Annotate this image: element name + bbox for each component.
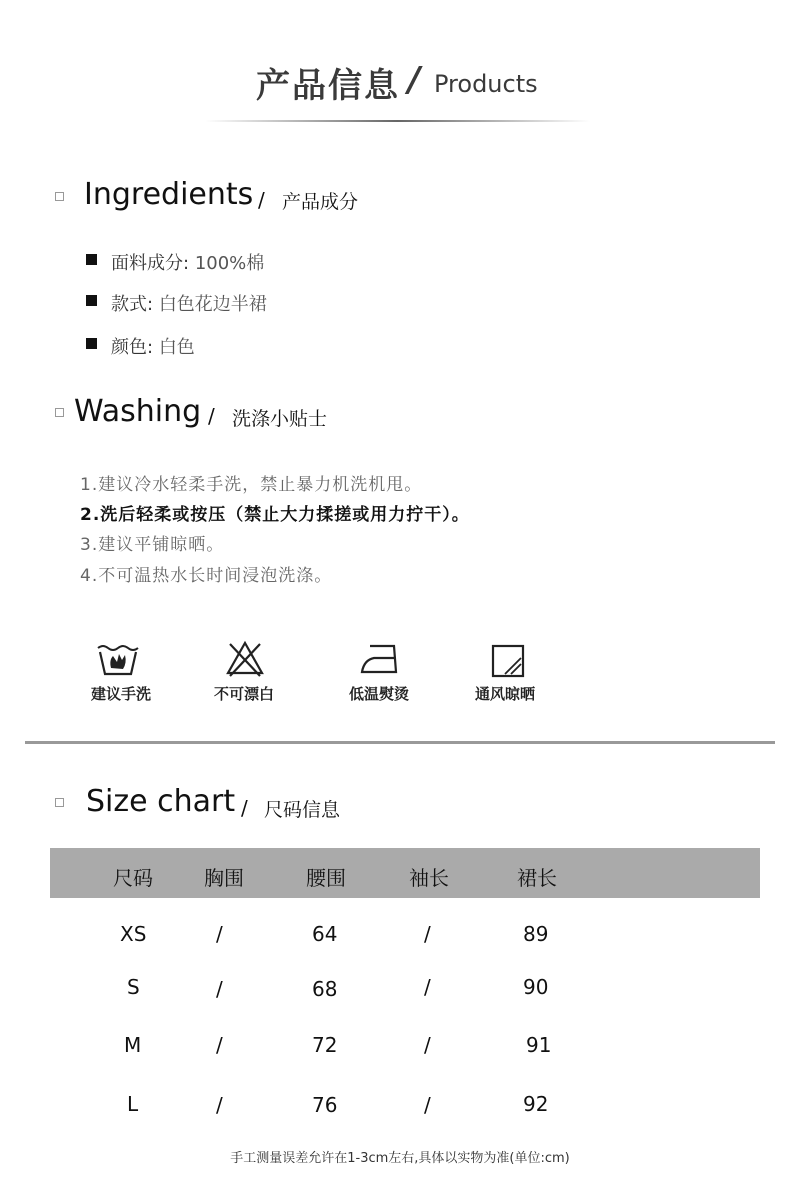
table-cell: 64: [312, 922, 338, 946]
ingredient-item: [111, 249, 264, 275]
washing-separator: /: [208, 404, 215, 428]
table-cell: 76: [312, 1093, 338, 1117]
table-cell: 90: [523, 975, 549, 999]
section-divider: [25, 741, 775, 744]
table-cell: L: [127, 1092, 139, 1116]
washing-tip: 3.建议平铺晾晒。: [80, 535, 225, 555]
ingredient-label: 款式:: [111, 294, 154, 315]
table-cell: M: [124, 1033, 142, 1057]
table-cell: /: [424, 1093, 431, 1117]
column-header: 袖长: [409, 866, 449, 890]
table-cell: 89: [523, 922, 549, 946]
table-cell: /: [424, 975, 431, 999]
size-chart-title: Size chart: [86, 784, 236, 819]
column-header: 裙长: [517, 866, 557, 890]
section-marker-icon: [55, 798, 64, 807]
table-cell: 91: [526, 1033, 552, 1057]
care-label: 建议手洗: [91, 685, 152, 703]
washing-tip: 1.建议冷水轻柔手洗，禁止暴力机洗机甩。: [80, 475, 423, 495]
ingredients-title: Ingredients: [84, 177, 254, 212]
section-marker-icon: [55, 192, 64, 201]
washing-tip: 2.洗后轻柔或按压（禁止大力揉搓或用力拧干）。: [80, 505, 470, 525]
hand-wash-icon: [95, 638, 141, 678]
washing-title-cn: 洗涤小贴士: [232, 408, 328, 430]
table-cell: /: [216, 1093, 223, 1117]
ingredient-label: 颜色:: [111, 337, 154, 358]
table-cell: /: [424, 1033, 431, 1057]
section-marker-icon: [55, 408, 64, 417]
title-separator: /: [408, 60, 421, 100]
care-label: 通风晾晒: [475, 685, 536, 703]
care-label: 不可漂白: [214, 685, 275, 703]
column-header: 尺码: [113, 866, 153, 890]
care-label: 低温熨烫: [349, 685, 410, 703]
ingredient-item: [111, 333, 195, 359]
ingredients-separator: /: [258, 188, 265, 212]
bullet-icon: [86, 254, 97, 265]
low-iron-icon: [360, 642, 400, 676]
table-cell: /: [216, 977, 223, 1001]
table-cell: 72: [312, 1033, 338, 1057]
size-chart-separator: /: [241, 796, 248, 820]
ingredient-value: 白色: [158, 337, 195, 358]
no-bleach-icon: [224, 640, 266, 678]
table-cell: /: [424, 922, 431, 946]
table-cell: 92: [523, 1092, 549, 1116]
column-header: 胸围: [204, 866, 244, 890]
table-cell: S: [127, 975, 140, 999]
washing-title: Washing: [74, 394, 202, 429]
ingredient-label: 面料成分:: [111, 253, 190, 274]
table-cell: XS: [120, 922, 147, 946]
page-title-english: Products: [434, 70, 538, 98]
size-table-header: [50, 848, 760, 898]
washing-tip: 4.不可温热水长时间浸泡洗涤。: [80, 566, 333, 586]
ingredients-title-cn: 产品成分: [282, 191, 359, 213]
ingredient-value: 100%棉: [194, 253, 265, 274]
table-cell: 68: [312, 977, 338, 1001]
table-cell: /: [216, 1033, 223, 1057]
table-cell: /: [216, 922, 223, 946]
ingredient-item: [111, 290, 267, 316]
size-footnote: 手工测量误差允许在1-3cm左右,具体以实物为准(单位:cm): [230, 1151, 570, 1166]
header-divider: [205, 120, 590, 122]
page-title: 产品信息: [256, 66, 400, 106]
bullet-icon: [86, 295, 97, 306]
dry-flat-icon: [491, 644, 525, 678]
bullet-icon: [86, 338, 97, 349]
column-header: 腰围: [306, 866, 346, 890]
ingredient-value: 白色花边半裙: [158, 294, 267, 315]
size-chart-title-cn: 尺码信息: [264, 799, 341, 821]
